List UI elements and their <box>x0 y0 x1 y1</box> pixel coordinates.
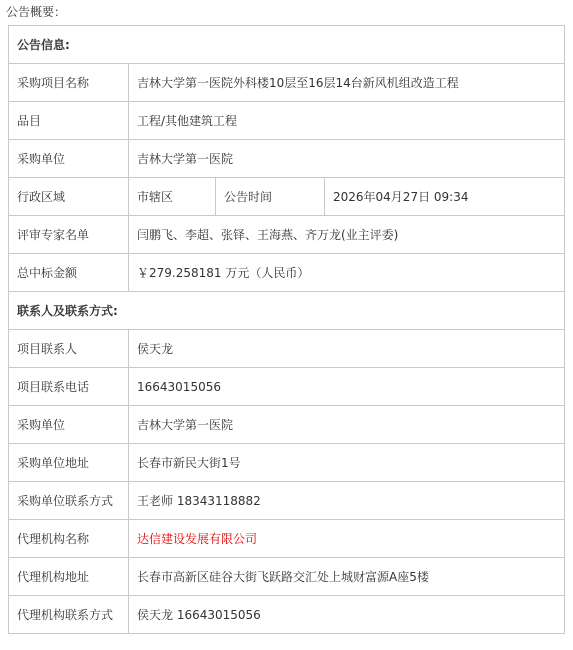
row-value: 侯天龙 <box>129 330 565 368</box>
row-value: 长春市新民大街1号 <box>129 444 565 482</box>
table-row <box>9 558 565 596</box>
section-header-contact <box>9 292 565 330</box>
table-row <box>9 140 565 178</box>
summary-label: 公告概要： <box>6 5 67 19</box>
row-label: 品目 <box>9 102 129 140</box>
table-row <box>9 482 565 520</box>
table-row <box>9 368 565 406</box>
row-label: 代理机构联系方式 <box>9 596 129 634</box>
row-value: 侯天龙 16643015056 <box>129 596 565 634</box>
table-row <box>9 330 565 368</box>
row-label: 行政区域 <box>9 178 129 216</box>
row-label: 采购项目名称 <box>9 64 129 102</box>
table-row <box>9 406 565 444</box>
row-label: 项目联系人 <box>9 330 129 368</box>
table-row <box>9 102 565 140</box>
row-label: 项目联系电话 <box>9 368 129 406</box>
row-value: 长春市高新区硅谷大街飞跃路交汇处上城财富源A座5楼 <box>129 558 565 596</box>
time-label: 公告时间 <box>216 178 325 216</box>
project-name-value: 吉林大学第一医院外科楼10层至16层14台新风机组改造工程 <box>129 64 565 102</box>
table-row <box>9 64 565 102</box>
row-value: 吉林大学第一医院 <box>129 406 565 444</box>
section-title: 公告信息: <box>9 26 565 64</box>
table-row <box>9 178 565 216</box>
table-row <box>9 596 565 634</box>
section-title: 联系人及联系方式: <box>9 292 565 330</box>
announcement-table <box>8 25 565 634</box>
category-value: 工程/其他建筑工程 <box>129 102 565 140</box>
experts-value: 闫鹏飞、李超、张铎、王海燕、齐万龙(业主评委) <box>129 216 565 254</box>
time-value: 2026年04月27日 09:34 <box>325 178 565 216</box>
table-row <box>9 520 565 558</box>
row-value: 王老师 18343118882 <box>129 482 565 520</box>
row-label: 代理机构地址 <box>9 558 129 596</box>
region-value: 市辖区 <box>129 178 216 216</box>
section-header-announcement <box>9 26 565 64</box>
agency-name-link[interactable]: 达信建设发展有限公司 <box>129 520 565 558</box>
row-label: 采购单位 <box>9 406 129 444</box>
table-row <box>9 254 565 292</box>
row-label: 总中标金额 <box>9 254 129 292</box>
row-label: 采购单位联系方式 <box>9 482 129 520</box>
row-label: 采购单位 <box>9 140 129 178</box>
table-row <box>9 444 565 482</box>
row-label: 采购单位地址 <box>9 444 129 482</box>
row-label: 代理机构名称 <box>9 520 129 558</box>
table-row <box>9 216 565 254</box>
amount-value: ￥279.258181 万元（人民币） <box>129 254 565 292</box>
purchaser-value: 吉林大学第一医院 <box>129 140 565 178</box>
row-label: 评审专家名单 <box>9 216 129 254</box>
row-value: 16643015056 <box>129 368 565 406</box>
